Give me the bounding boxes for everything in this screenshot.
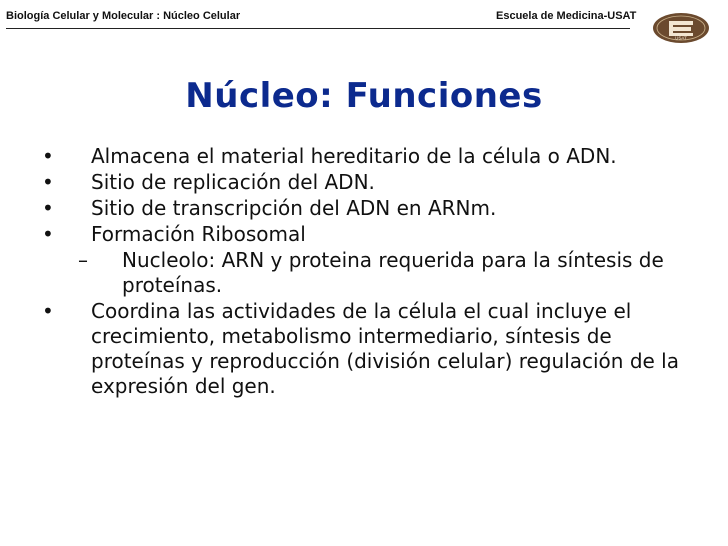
list-item	[0, 170, 728, 195]
header-course-title: Biología Celular y Molecular : Núcleo Celular	[6, 10, 241, 22]
bullet-marker: •	[42, 144, 54, 168]
bullet-marker: •	[42, 299, 54, 323]
list-item	[0, 196, 728, 221]
list-item-text: Coordina las actividades de la célula el cual incluye el crecimiento, metabolismo intermediario, síntesis de proteínas y reproducción (división celular) regulación de la expresión del gen.	[91, 299, 679, 398]
list-item	[0, 144, 728, 169]
list-item-text: Sitio de transcripción del ADN en ARNm.	[91, 196, 497, 220]
sub-list-item	[0, 248, 728, 298]
dash-marker: –	[78, 248, 88, 272]
list-item-text: Sitio de replicación del ADN.	[91, 170, 375, 194]
list-item	[0, 222, 728, 247]
bullet-marker: •	[42, 196, 54, 220]
header-school-name: Escuela de Medicina-USAT	[496, 10, 637, 22]
bullet-marker: •	[42, 222, 54, 246]
list-item-text: Almacena el material hereditario de la célula o ADN.	[91, 144, 617, 168]
usat-logo-icon	[652, 12, 710, 44]
list-item-text: Nucleolo: ARN y proteina requerida para la síntesis de proteínas.	[122, 248, 664, 297]
header-divider	[6, 28, 630, 29]
bullet-list	[0, 144, 728, 400]
bullet-marker: •	[42, 170, 54, 194]
list-item-text: Formación Ribosomal	[91, 222, 306, 246]
svg-text:USAT: USAT	[675, 35, 687, 41]
slide-title: Núcleo: Funciones	[185, 76, 543, 116]
list-item	[0, 299, 728, 399]
